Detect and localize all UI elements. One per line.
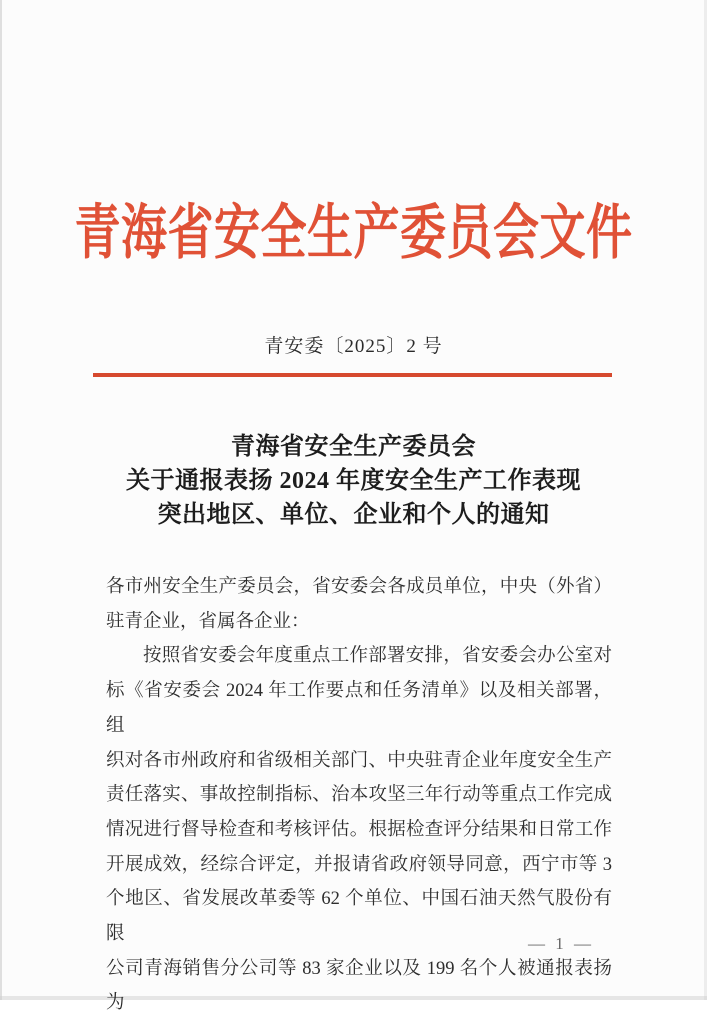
body-line: 标《省安委会 2024 年工作要点和任务清单》以及相关部署，组 — [106, 681, 612, 736]
body-line-paragraph-start: 按照省安委会年度重点工作部署安排，省安委会办公室对 — [143, 646, 612, 667]
page-number: — 1 — — [528, 934, 594, 953]
red-separator-rule — [93, 373, 612, 377]
body-line: 织对各市州政府和省级相关部门、中央驻青企业年度安全生产 — [106, 750, 612, 771]
red-letterhead-title: 青海省安全生产委员会文件 — [74, 199, 633, 266]
body-line-salutation-2: 驻青企业，省属各企业： — [106, 611, 310, 632]
title-line-1: 青海省安全生产委员会 — [231, 434, 476, 460]
title-line-2: 关于通报表扬 2024 年度安全生产工作表现 — [126, 468, 581, 494]
body-line: 情况进行督导检查和考核评估。根据检查评分结果和日常工作 — [106, 819, 612, 840]
body-line: 个地区、省发展改革委等 62 个单位、中国石油天然气股份有限 — [106, 889, 612, 945]
body-line: 责任落实、事故控制指标、治本攻坚三年行动等重点工作完成 — [106, 785, 612, 806]
document-number: 青安委〔2025〕2 号 — [264, 336, 443, 357]
body-line-salutation-1: 各市州安全生产委员会，省安委会各成员单位，中央（外省） — [106, 577, 612, 597]
document-title — [0, 430, 707, 532]
title-line-3: 突出地区、单位、企业和个人的通知 — [157, 502, 550, 528]
body-line: 开展成效，经综合评定，并报请省政府领导同意，西宁市等 3 — [106, 854, 612, 875]
body-line: 公司青海销售分公司等 83 家企业以及 199 名个人被通报表扬为 — [106, 958, 612, 1014]
